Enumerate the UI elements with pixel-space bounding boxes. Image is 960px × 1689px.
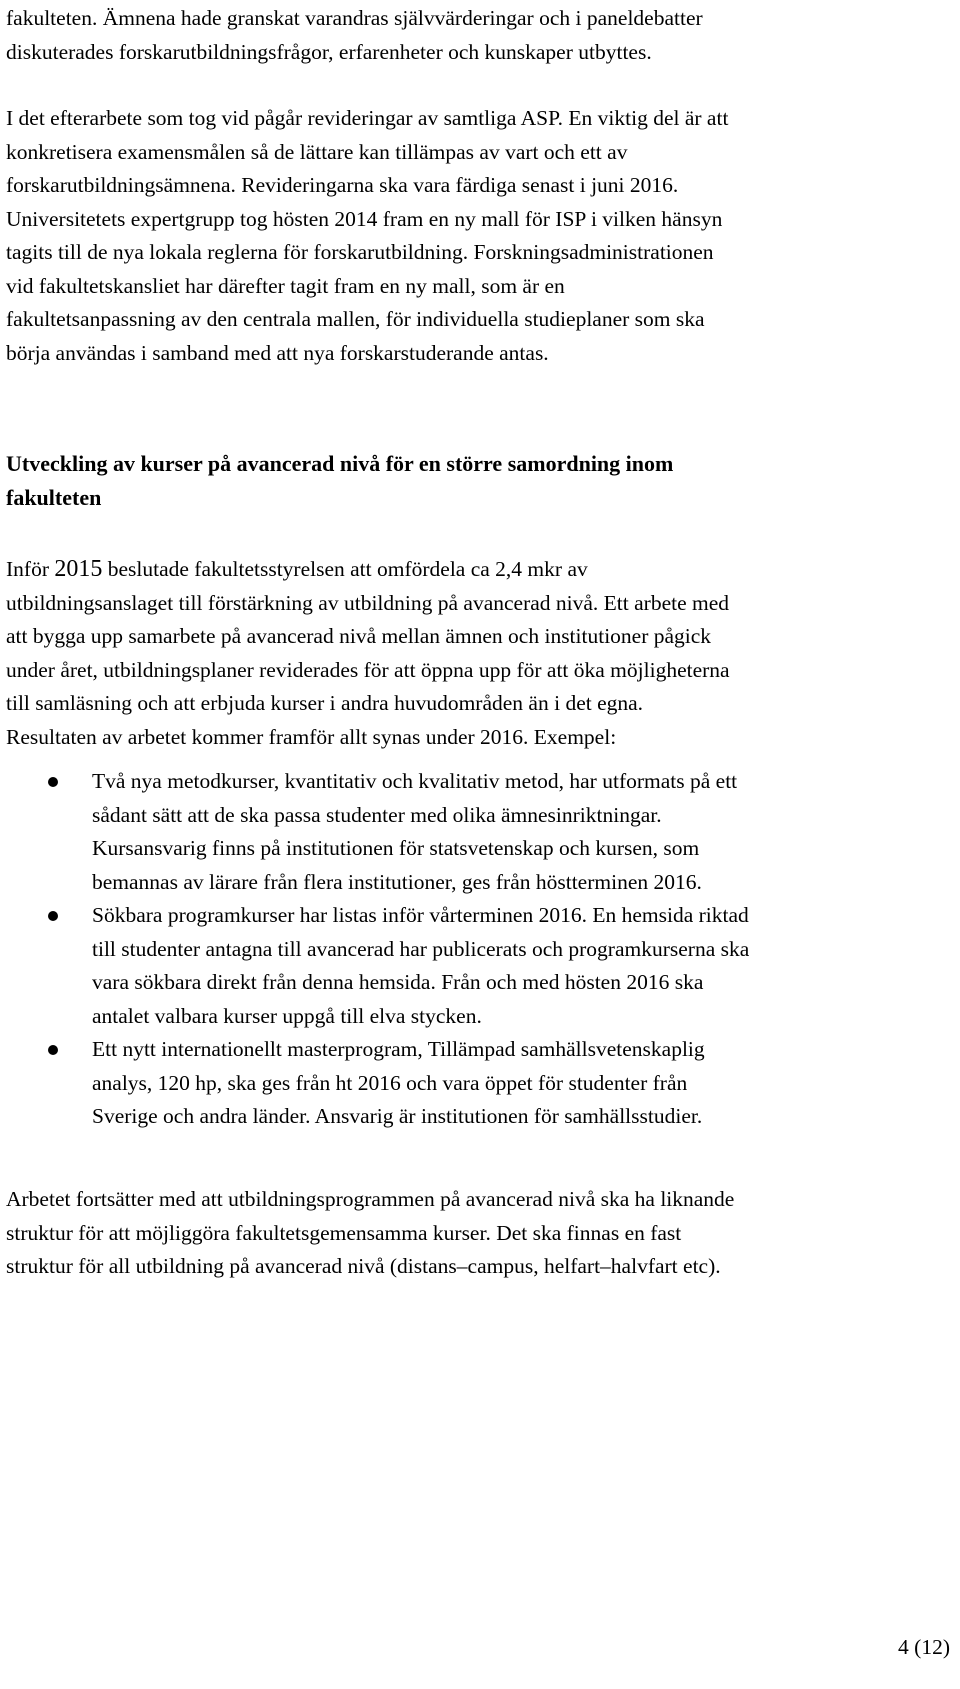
text-line: fakulteten. Ämnena hade granskat varandras självvärderingar och i paneldebatter (6, 6, 703, 30)
paragraph-asp-revision (6, 102, 952, 370)
text-line: Inför 2015 beslutade fakultetsstyrelsen att omfördela ca 2,4 mkr av (6, 556, 588, 582)
page-number: 4 (12) (898, 1635, 950, 1659)
examples-list (6, 765, 952, 1134)
heading-line: Utveckling av kurser på avancerad nivå för en större samordning inom (6, 451, 674, 476)
text-line: tagits till de nya lokala reglerna för forskarutbildning. Forskningsadministrationen (6, 240, 714, 264)
text-line: I det efterarbete som tog vid pågår revideringar av samtliga ASP. En viktig del är att (6, 106, 729, 130)
text-line: struktur för all utbildning på avancerad nivå (distans–campus, helfart–halvfart etc). (6, 1254, 721, 1278)
bullet-icon (48, 777, 58, 787)
text-line: under året, utbildningsplaner reviderades för att öppna upp för att öka möjligheterna (6, 657, 730, 682)
list-item: Två nya metodkurser, kvantitativ och kvalitativ metod, har utformats på ett sådant sätt att de ska passa studenter med olika ämnesinriktningar. Kursansvarig finns på institutionen för statsvetenskap och kursen, som bemannas av lärare från flera institutioner, ges från höstterminen 2016. (6, 765, 952, 899)
text-line: utbildningsanslaget till förstärkning av utbildning på avancerad nivå. Ett arbete med (6, 590, 730, 615)
text-line: diskuterades forskarutbildningsfrågor, erfarenheter och kunskaper utbyttes. (6, 39, 652, 64)
list-item: Ett nytt internationellt masterprogram, Tillämpad samhällsvetenskaplig analys, 120 hp, ska ges från ht 2016 och vara öppet för studenter från Sverige och andra länder. Ansvarig är institutionen för samhällsstudier. (6, 1033, 952, 1134)
paragraph-advanced-courses (6, 553, 952, 754)
paragraph-closing (6, 1183, 952, 1284)
text-line: Resultaten av arbetet kommer framför allt synas under 2016. Exempel: (6, 724, 617, 749)
text-line: forskarutbildningsämnena. Revideringarna ska vara färdiga senast i juni 2016. (6, 173, 679, 197)
paragraph-intro (6, 2, 952, 69)
text-line: Universitetets expertgrupp tog hösten 2014 fram en ny mall för ISP i vilken hänsyn (6, 206, 723, 231)
bullet-icon (48, 911, 58, 921)
text-line: börja användas i samband med att nya forskarstuderande antas. (6, 340, 549, 365)
heading-line: fakulteten (6, 485, 102, 510)
bullet-icon (48, 1045, 58, 1055)
text-line: fakultetsanpassning av den centrala mallen, för individuella studieplaner som ska (6, 307, 705, 331)
text-line: vid fakultetskansliet har därefter tagit fram en ny mall, som är en (6, 273, 565, 298)
text-line: struktur för att möjliggöra fakultetsgemensamma kurser. Det ska finnas en fast (6, 1220, 682, 1245)
text-line: konkretisera examensmålen så de lättare kan tillämpas av vart och ett av (6, 139, 628, 164)
text-line: att bygga upp samarbete på avancerad nivå mellan ämnen och institutioner pågick (6, 624, 712, 648)
section-heading (6, 447, 952, 515)
list-item: Sökbara programkurser har listas inför vårterminen 2016. En hemsida riktad till studenter antagna till avancerad har publicerats och programkurserna ska vara sökbara direkt från denna hemsida. Från och med hösten 2016 ska antalet valbara kurser uppgå till elva stycken. (6, 899, 952, 1033)
text-line: till samläsning och att erbjuda kurser i andra huvudområden än i det egna. (6, 691, 644, 715)
text-line: Arbetet fortsätter med att utbildningsprogrammen på avancerad nivå ska ha liknande (6, 1187, 735, 1211)
